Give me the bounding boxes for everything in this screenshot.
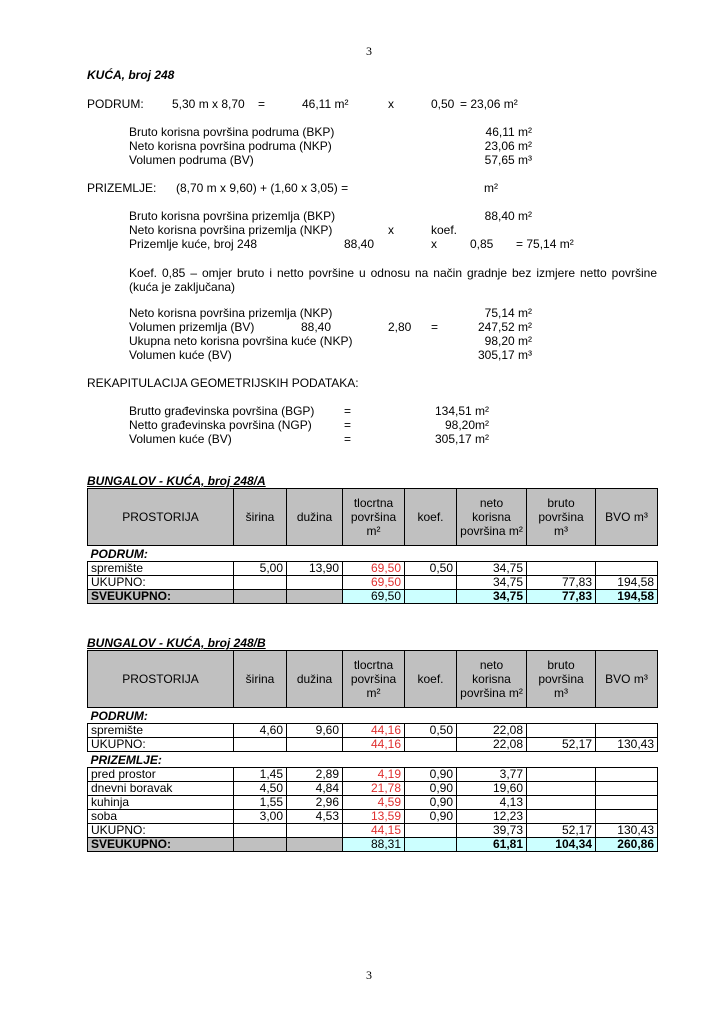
prizemlje-bkp-label: Bruto korisna površina prizemlja (BKP)	[129, 209, 336, 223]
cell-bvo	[596, 810, 658, 824]
cell-neto: 19,60	[457, 782, 527, 796]
cell-neto: 34,75	[457, 590, 527, 604]
podrum-factor: 0,50	[431, 97, 455, 111]
volumen-prizemlja-label: Volumen prizemlja (BV)	[129, 320, 255, 334]
cell-duzina: 9,60	[287, 724, 343, 738]
cell-duzina: 2,96	[287, 796, 343, 810]
kuca-title: KUĆA, broj 248	[87, 68, 175, 82]
header-tlocrtna: tlocrtna površina m²	[343, 489, 405, 546]
table-row-ukupno	[88, 738, 658, 752]
prizemlje-bkp-value: 88,40 m²	[484, 209, 532, 223]
cell-prostorija: UKUPNO:	[88, 738, 234, 752]
cell-bruto: 77,83	[527, 576, 596, 590]
cell-prostorija: pred prostor	[88, 768, 234, 782]
ukupna-nkp-value: 98,20 m²	[484, 334, 532, 348]
cell-prostorija: soba	[88, 810, 234, 824]
cell-bruto	[527, 782, 596, 796]
podrum-nkp-label: Neto korisna površina podruma (NKP)	[129, 139, 332, 153]
prizemlje-formula: (8,70 m x 9,60) + (1,60 x 3,05) =	[176, 181, 349, 195]
cell-koef: 0,50	[405, 724, 457, 738]
podrum-bv-value: 57,65 m³	[484, 153, 532, 167]
prizemlje-kuce-label: Prizemlje kuće, broj 248	[129, 237, 258, 251]
cell-prostorija: spremište	[88, 724, 234, 738]
table-a-header	[88, 489, 658, 546]
podrum-label: PODRUM:	[87, 97, 144, 111]
cell-neto: 22,08	[457, 738, 527, 752]
rekap-bv-eq: =	[344, 432, 352, 446]
cell-bruto	[527, 768, 596, 782]
cell-bvo: 130,43	[596, 824, 658, 838]
cell-duzina	[287, 738, 343, 752]
cell-duzina	[287, 576, 343, 590]
volumen-kuce-label: Volumen kuće (BV)	[129, 348, 232, 362]
section-podrum: PODRUM:	[90, 709, 148, 723]
nkp2-label: Neto korisna površina prizemlja (NKP)	[129, 306, 333, 320]
table-row	[88, 562, 658, 576]
prizemlje-kuce-x: x	[431, 237, 437, 251]
cell-bvo	[596, 782, 658, 796]
volumen-prizemlja-a: 88,40	[301, 320, 332, 334]
page-number-top: 3	[366, 44, 372, 58]
cell-koef: 0,90	[405, 796, 457, 810]
header-tlocrtna: tlocrtna površina m²	[343, 651, 405, 708]
rekap-bgp-label: Brutto građevinska površina (BGP)	[129, 404, 315, 418]
cell-tlocrtna: 69,50	[343, 562, 405, 576]
table-a-title: BUNGALOV - KUĆA, broj 248/A	[87, 474, 266, 488]
cell-prostorija: kuhinja	[88, 796, 234, 810]
cell-duzina	[287, 824, 343, 838]
cell-tlocrtna: 13,59	[343, 810, 405, 824]
prizemlje-nkp-x: x	[388, 223, 394, 237]
header-bruto: bruto površina m³	[527, 651, 596, 708]
cell-koef: 0,90	[405, 768, 457, 782]
cell-koef	[405, 824, 457, 838]
header-sirina: širina	[234, 489, 287, 546]
cell-sirina: 3,00	[234, 810, 287, 824]
cell-koef: 0,50	[405, 562, 457, 576]
volumen-kuce-value: 305,17 m³	[477, 348, 532, 362]
section-row	[88, 708, 658, 724]
header-duzina: dužina	[287, 489, 343, 546]
cell-sirina: 1,55	[234, 796, 287, 810]
rekap-ngp-value: 98,20m²	[444, 418, 489, 432]
cell-bvo: 130,43	[596, 738, 658, 752]
table-row	[88, 768, 658, 782]
table-row-ukupno	[88, 576, 658, 590]
cell-tlocrtna: 88,31	[343, 838, 405, 852]
table-row	[88, 796, 658, 810]
cell-koef	[405, 576, 457, 590]
podrum-area: 46,11 m²	[302, 97, 349, 111]
table-row-ukupno	[88, 824, 658, 838]
rekap-ngp-eq: =	[344, 418, 352, 432]
cell-bruto: 52,17	[527, 738, 596, 752]
section-podrum: PODRUM:	[90, 547, 148, 561]
cell-sirina: 4,60	[234, 724, 287, 738]
prizemlje-unit: m²	[484, 181, 498, 195]
rekap-bv-value: 305,17 m²	[434, 432, 489, 446]
cell-duzina: 13,90	[287, 562, 343, 576]
cell-sirina	[234, 824, 287, 838]
cell-bvo: 260,86	[596, 838, 658, 852]
cell-sirina	[234, 576, 287, 590]
cell-bvo	[596, 724, 658, 738]
cell-koef	[405, 590, 457, 604]
cell-bruto	[527, 562, 596, 576]
cell-prostorija: SVEUKUPNO:	[88, 838, 234, 852]
cell-prostorija: dnevni boravak	[88, 782, 234, 796]
cell-bruto	[527, 810, 596, 824]
table-row-sveukupno	[88, 838, 658, 852]
podrum-x: x	[388, 97, 394, 111]
podrum-bkp-label: Bruto korisna površina podruma (BKP)	[129, 125, 335, 139]
header-prostorija: PROSTORIJA	[88, 489, 234, 546]
cell-neto: 4,13	[457, 796, 527, 810]
koef-note-line1: Koef. 0,85 – omjer bruto i netto površine u odnosu na način gradnje bez izmjere netto površine	[129, 266, 657, 280]
table-row	[88, 724, 658, 738]
cell-koef	[405, 838, 457, 852]
page-number-bottom: 3	[366, 968, 372, 982]
cell-bruto	[527, 796, 596, 810]
header-neto: neto korisna površina m²	[457, 489, 527, 546]
header-bruto: bruto površina m³	[527, 489, 596, 546]
cell-duzina: 4,84	[287, 782, 343, 796]
header-prostorija: PROSTORIJA	[88, 651, 234, 708]
cell-sirina	[234, 838, 287, 852]
podrum-bkp-value: 46,11 m²	[485, 125, 532, 139]
cell-tlocrtna: 69,50	[343, 590, 405, 604]
header-koef: koef.	[405, 489, 457, 546]
podrum-result: = 23,06 m²	[460, 97, 518, 111]
table-row	[88, 810, 658, 824]
table-b-header	[88, 651, 658, 708]
podrum-nkp-value: 23,06 m²	[484, 139, 532, 153]
cell-bvo: 194,58	[596, 590, 658, 604]
rekap-bv-label: Volumen kuće (BV)	[129, 432, 232, 446]
cell-tlocrtna: 44,15	[343, 824, 405, 838]
prizemlje-nkp-label: Neto korisna površina prizemlja (NKP)	[129, 223, 333, 237]
cell-neto: 34,75	[457, 576, 527, 590]
cell-neto: 34,75	[457, 562, 527, 576]
cell-tlocrtna: 44,16	[343, 724, 405, 738]
header-duzina: dužina	[287, 651, 343, 708]
cell-prostorija: SVEUKUPNO:	[88, 590, 234, 604]
table-b	[87, 650, 658, 852]
volumen-prizemlja-eq: =	[431, 320, 439, 334]
cell-bruto	[527, 724, 596, 738]
cell-koef: 0,90	[405, 782, 457, 796]
cell-tlocrtna: 21,78	[343, 782, 405, 796]
cell-neto: 39,73	[457, 824, 527, 838]
cell-neto: 61,81	[457, 838, 527, 852]
prizemlje-kuce-result: = 75,14 m²	[516, 237, 574, 251]
header-bvo: BVO m³	[596, 651, 658, 708]
cell-sirina: 4,50	[234, 782, 287, 796]
volumen-prizemlja-value: 247,52 m²	[477, 320, 532, 334]
cell-sirina: 1,45	[234, 768, 287, 782]
podrum-bv-label: Volumen podruma (BV)	[129, 153, 254, 167]
prizemlje-kuce-value: 88,40	[344, 237, 375, 251]
cell-prostorija: UKUPNO:	[88, 824, 234, 838]
cell-bvo	[596, 562, 658, 576]
cell-tlocrtna: 69,50	[343, 576, 405, 590]
cell-sirina	[234, 738, 287, 752]
header-bvo: BVO m³	[596, 489, 658, 546]
cell-duzina	[287, 838, 343, 852]
rekap-bgp-eq: =	[344, 404, 352, 418]
cell-sirina	[234, 590, 287, 604]
header-koef: koef.	[405, 651, 457, 708]
prizemlje-nkp-koef: koef.	[431, 223, 458, 237]
cell-duzina	[287, 590, 343, 604]
cell-bvo	[596, 796, 658, 810]
cell-tlocrtna: 4,19	[343, 768, 405, 782]
koef-note-line2: (kuća je zaključana)	[129, 280, 236, 294]
ukupna-nkp-label: Ukupna neto korisna površina kuće (NKP)	[129, 334, 353, 348]
section-prizemlje: PRIZEMLJE:	[90, 753, 162, 767]
cell-koef: 0,90	[405, 810, 457, 824]
rekap-ngp-label: Netto građevinska površina (NGP)	[129, 418, 312, 432]
cell-sirina: 5,00	[234, 562, 287, 576]
cell-bvo	[596, 768, 658, 782]
cell-bruto: 104,34	[527, 838, 596, 852]
podrum-dims: 5,30 m x 8,70	[172, 97, 245, 111]
section-row	[88, 752, 658, 768]
volumen-prizemlja-b: 2,80	[388, 320, 412, 334]
rekap-bgp-value: 134,51 m²	[434, 404, 489, 418]
cell-koef	[405, 738, 457, 752]
cell-bvo: 194,58	[596, 576, 658, 590]
cell-prostorija: spremište	[88, 562, 234, 576]
prizemlje-label: PRIZEMLJE:	[87, 181, 157, 195]
table-row	[88, 782, 658, 796]
cell-duzina: 4,53	[287, 810, 343, 824]
table-b-title: BUNGALOV - KUĆA, broj 248/B	[87, 636, 266, 650]
header-neto: neto korisna površina m²	[457, 651, 527, 708]
cell-bruto: 77,83	[527, 590, 596, 604]
prizemlje-kuce-factor: 0,85	[470, 237, 494, 251]
cell-neto: 3,77	[457, 768, 527, 782]
cell-tlocrtna: 4,59	[343, 796, 405, 810]
cell-tlocrtna: 44,16	[343, 738, 405, 752]
cell-bruto: 52,17	[527, 824, 596, 838]
table-row-sveukupno	[88, 590, 658, 604]
cell-neto: 22,08	[457, 724, 527, 738]
header-sirina: širina	[234, 651, 287, 708]
table-a	[87, 488, 658, 604]
cell-duzina: 2,89	[287, 768, 343, 782]
rekap-title: REKAPITULACIJA GEOMETRIJSKIH PODATAKA:	[87, 376, 359, 390]
nkp2-value: 75,14 m²	[484, 306, 532, 320]
cell-neto: 12,23	[457, 810, 527, 824]
podrum-eq: =	[258, 97, 266, 111]
section-row	[88, 546, 658, 562]
cell-prostorija: UKUPNO:	[88, 576, 234, 590]
